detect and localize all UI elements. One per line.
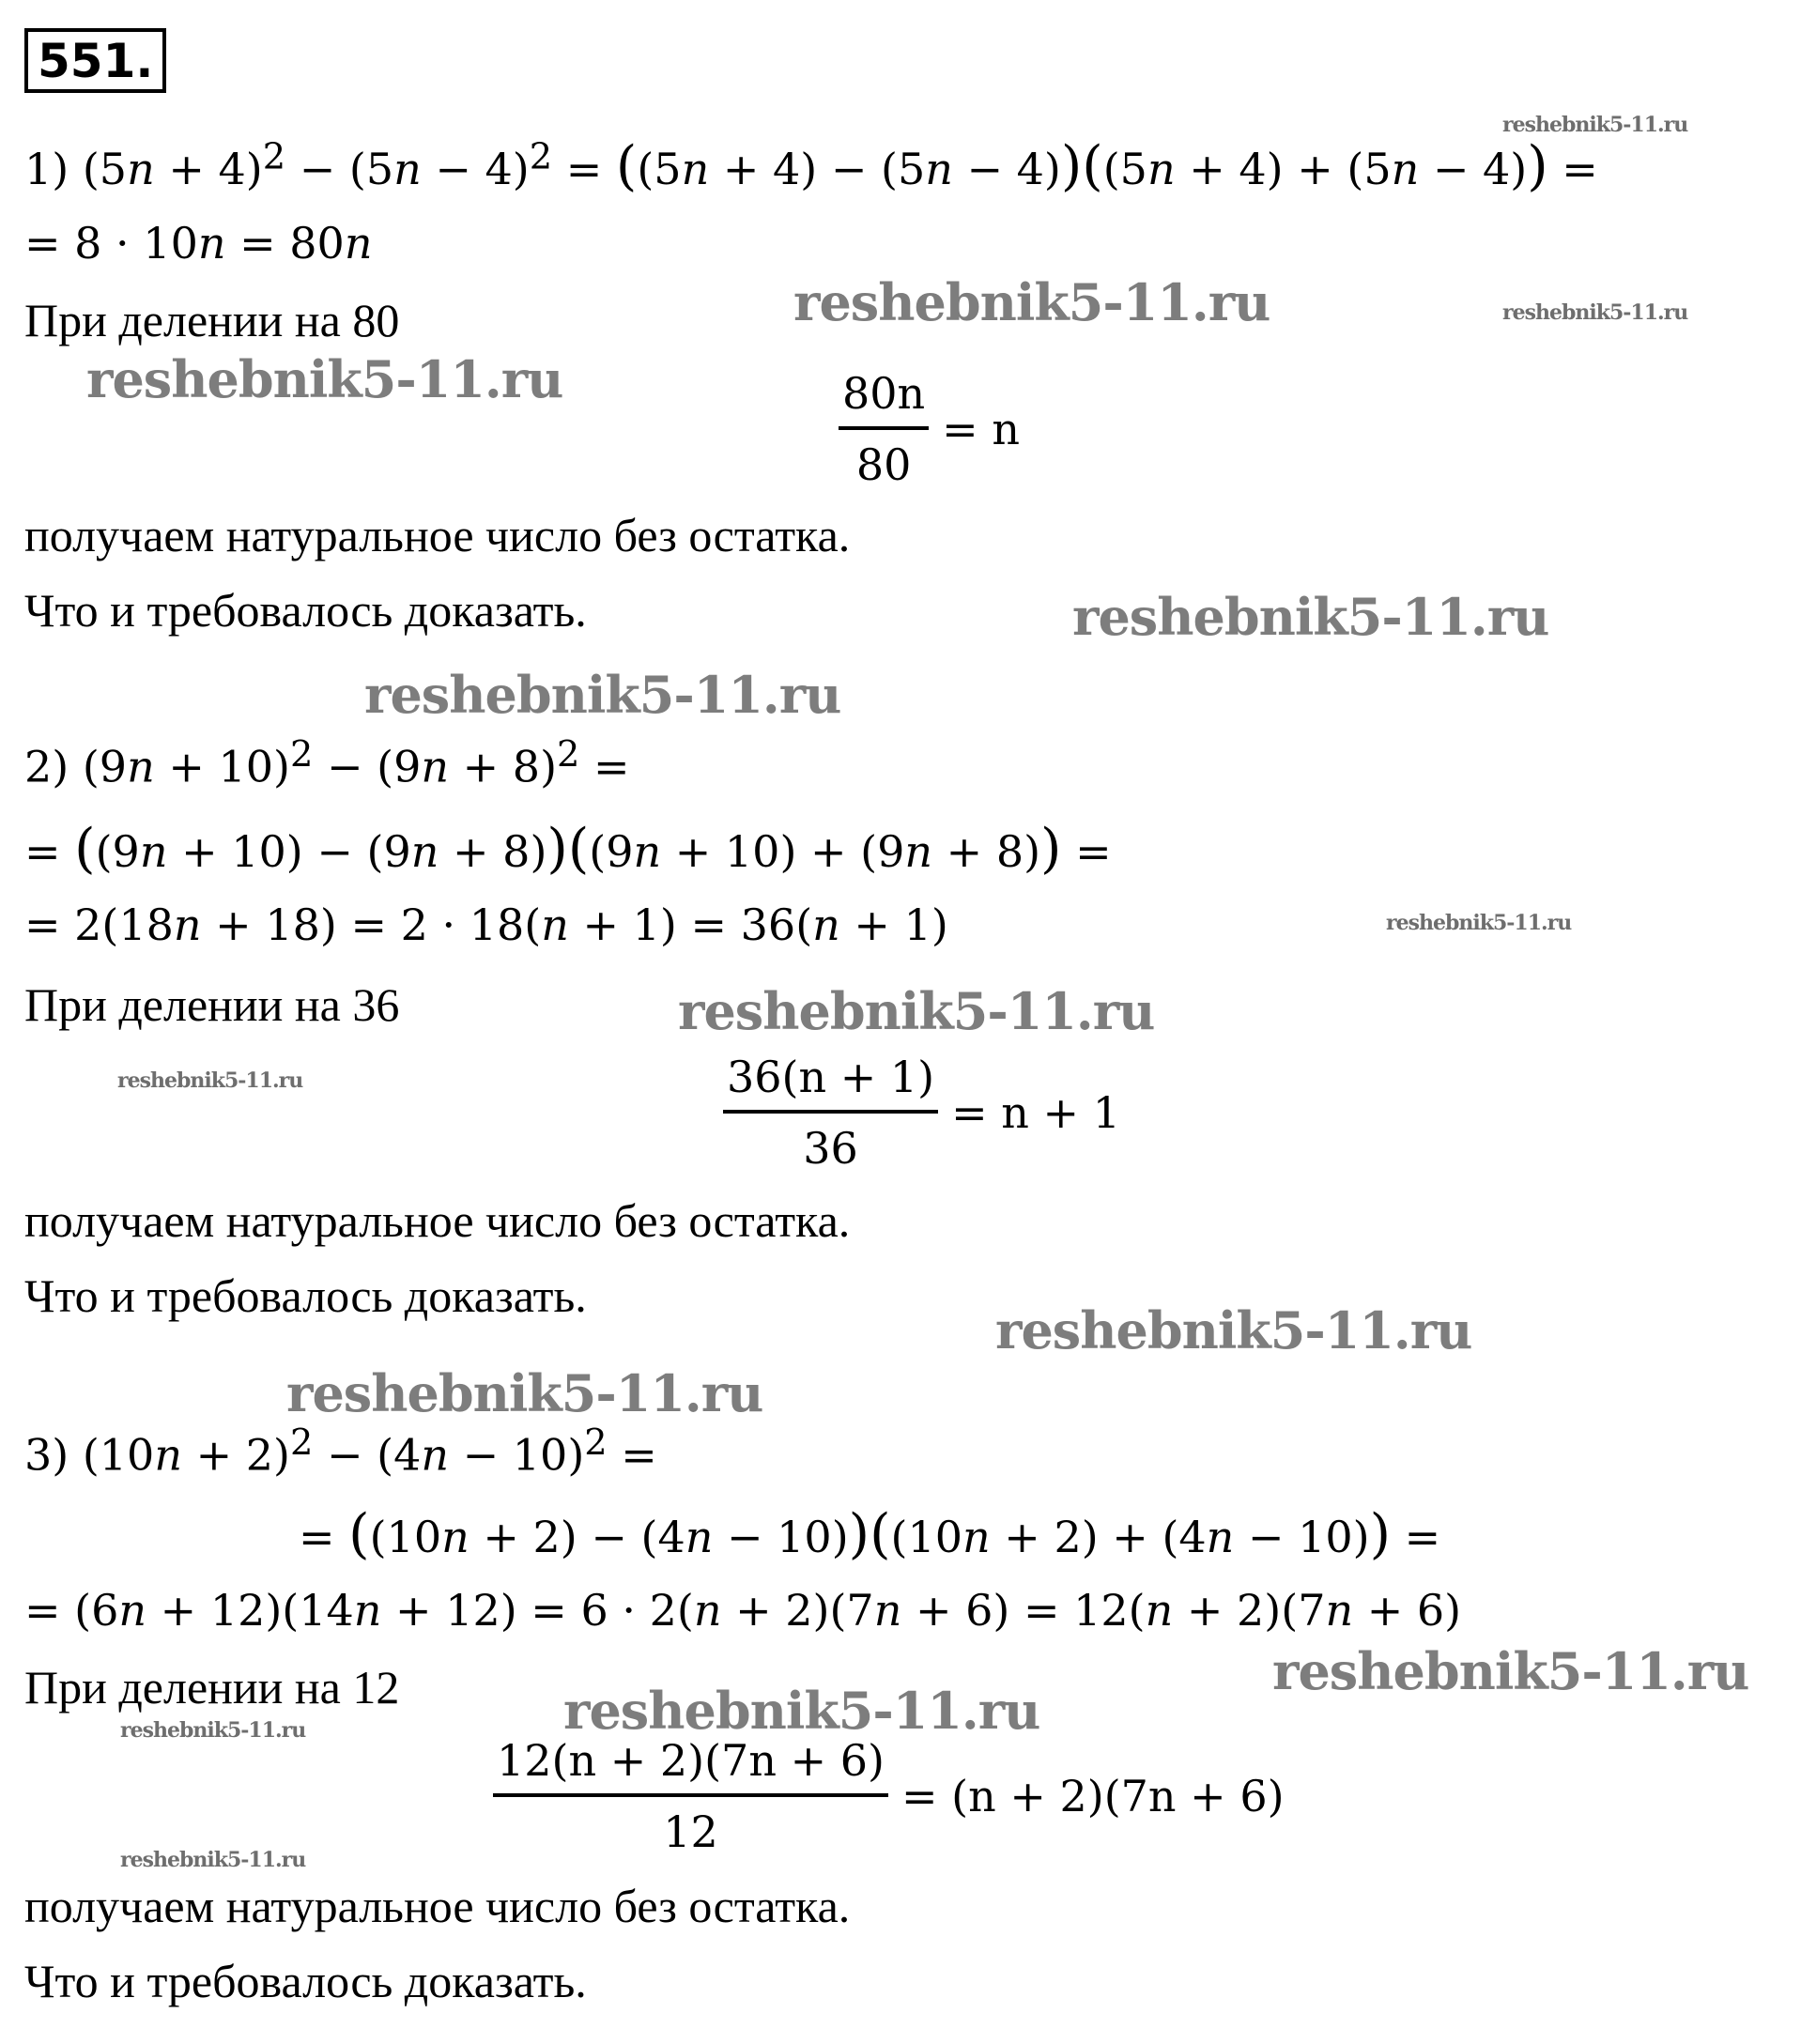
part-1-fraction-denominator: 80 [855, 439, 912, 490]
part-2-qed-text: Что и требовалось доказать. [24, 1269, 587, 1322]
watermark: reshebnik5-11.ru [117, 1068, 303, 1093]
watermark: reshebnik5-11.ru [364, 665, 841, 725]
part-2-fraction-denominator: 36 [803, 1123, 858, 1174]
part-3-divide-text: При делении на 12 [24, 1661, 400, 1714]
part-3-fraction-numerator: 12(n + 2)(7n + 6) [497, 1735, 885, 1786]
watermark: reshebnik5-11.ru [120, 1848, 306, 1872]
part-1-equation-line-1: 1) $(5n + 4)^2 - (5n - 4)^2 = ((5n + 4) - (5n - 4))((5n + 4) + (5n - 4))$ = [24, 134, 1598, 197]
part-3-result-text: получаем натуральное число без остатка. [24, 1880, 851, 1932]
part-3-equation-line-1: 3) $(10n + 2)^2 - (4n - 10)^2$ = [24, 1422, 657, 1481]
part-3-equation-line-3: = (6n + 12)(14n + 12) = 6 · 2(n + 2)(7n + 6) = 12(n + 2)(7n + 6) [24, 1585, 1462, 1636]
watermark: reshebnik5-11.ru [1386, 911, 1572, 935]
watermark: reshebnik5-11.ru [995, 1300, 1472, 1360]
part-3-qed-text: Что и требовалось доказать. [24, 1955, 587, 2007]
part-1-result-text: получаем натуральное число без остатка. [24, 509, 851, 561]
watermark: reshebnik5-11.ru [1502, 300, 1688, 325]
part-2-equation-line-1: 2) $(9n + 10)^2 - (9n + 8)^2$ = [24, 733, 630, 792]
watermark: reshebnik5-11.ru [793, 272, 1270, 332]
watermark: reshebnik5-11.ru [678, 981, 1155, 1041]
watermark: reshebnik5-11.ru [86, 349, 563, 409]
part-3-fraction-result: = (n + 2)(7n + 6) [900, 1771, 1285, 1821]
watermark: reshebnik5-11.ru [563, 1681, 1040, 1741]
watermark: reshebnik5-11.ru [286, 1363, 763, 1423]
part-2-fraction [723, 1052, 1120, 1174]
watermark: reshebnik5-11.ru [120, 1718, 306, 1743]
part-1-qed-text: Что и требовалось доказать. [24, 584, 587, 637]
part-2-fraction-numerator: 36(n + 1) [727, 1052, 935, 1102]
part-1-equation-line-2: = 8 · 10n = 80n [24, 218, 373, 269]
part-2-result-text: получаем натуральное число без остатка. [24, 1194, 851, 1247]
watermark: reshebnik5-11.ru [1272, 1641, 1749, 1701]
part-2-divide-text: При делении на 36 [24, 978, 400, 1031]
part-1-divide-text: При делении на 80 [24, 294, 400, 346]
watermark: reshebnik5-11.ru [1502, 113, 1688, 137]
watermark: reshebnik5-11.ru [1072, 587, 1549, 647]
part-1-fraction-result: = n [942, 404, 1020, 454]
part-1-fraction-numerator: 80n [842, 368, 926, 419]
part-3-equation-line-2: = ((10n + 2) − (4n − 10))((10n + 2) + (4n − 10)) = [299, 1502, 1441, 1565]
part-2-equation-line-2: = ((9n + 10) − (9n + 8))((9n + 10) + (9n + 8)) = [24, 817, 1112, 880]
problem-number: 551. [24, 28, 166, 93]
part-1-fraction [839, 368, 1020, 490]
part-3-fraction [493, 1735, 1285, 1857]
part-2-fraction-result: = n + 1 [951, 1087, 1120, 1138]
part-2-equation-line-3: = 2(18n + 18) = 2 · 18(n + 1) = 36(n + 1) [24, 899, 948, 950]
part-3-fraction-denominator: 12 [663, 1806, 718, 1857]
